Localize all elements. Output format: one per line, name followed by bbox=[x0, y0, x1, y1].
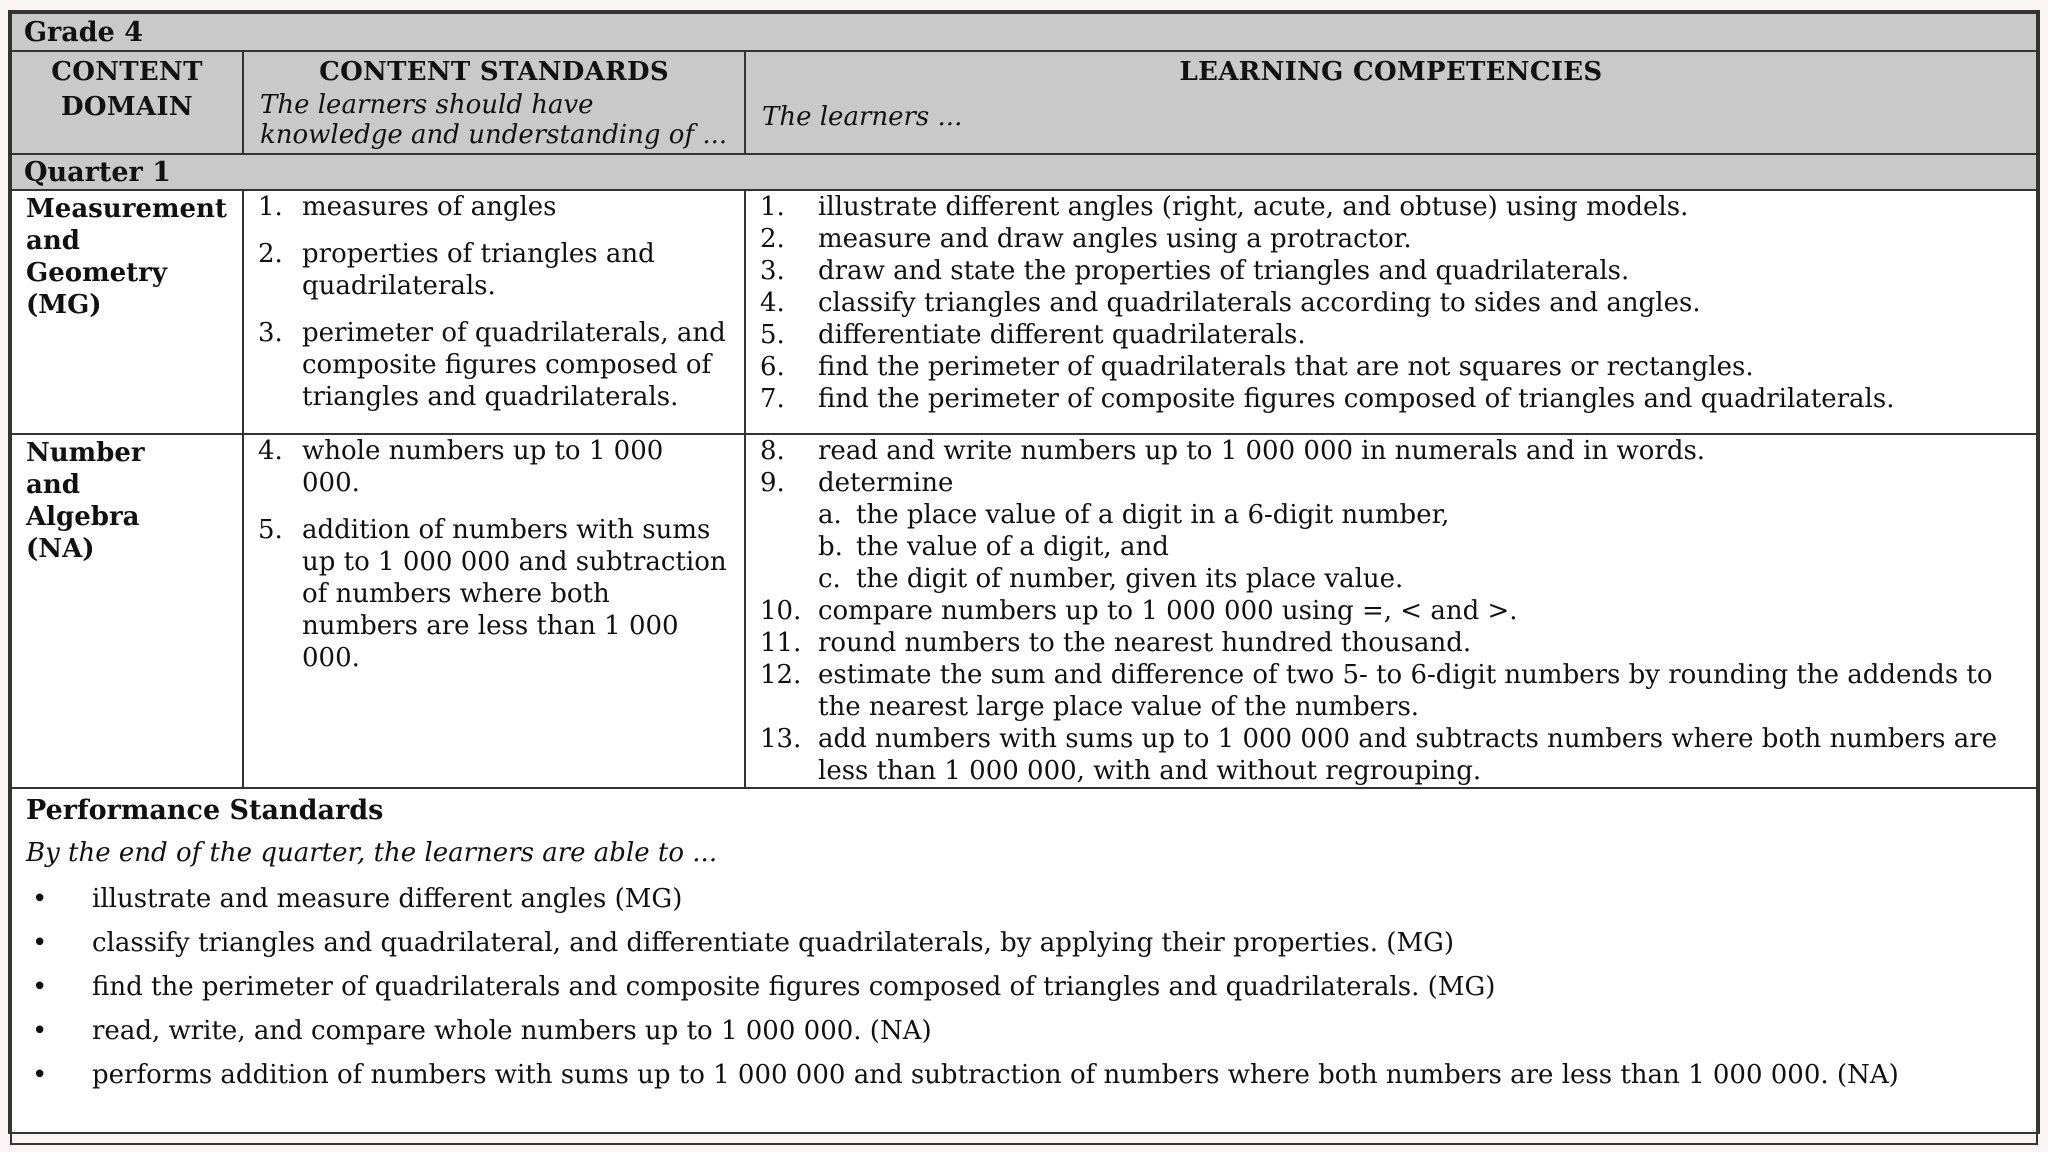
item-text: whole numbers up to 1 000 000. bbox=[302, 436, 664, 498]
list-item bbox=[746, 435, 2036, 467]
domain-line: Measurement bbox=[26, 194, 227, 224]
item-number: 9. bbox=[760, 468, 785, 498]
competencies-cell-mg bbox=[745, 190, 2037, 434]
curriculum-sheet bbox=[8, 10, 2040, 1134]
sub-item-text: the digit of number, given its place value. bbox=[856, 564, 1404, 594]
domain-row-na bbox=[11, 434, 2037, 788]
item-number: 4. bbox=[258, 436, 283, 466]
performance-subtitle: By the end of the quarter, the learners are able to ... bbox=[26, 838, 718, 868]
list-item bbox=[746, 723, 2036, 787]
domain-line: Geometry bbox=[26, 258, 167, 288]
item-text: draw and state the properties of triangles and quadrilaterals. bbox=[818, 256, 1630, 286]
item-text: properties of triangles and quadrilaterals. bbox=[302, 239, 655, 301]
item-text: classify triangles and quadrilaterals according to sides and angles. bbox=[818, 288, 1701, 318]
item-text: read and write numbers up to 1 000 000 in numerals and in words. bbox=[818, 436, 1706, 466]
item-number: 13. bbox=[760, 724, 802, 754]
performance-row bbox=[11, 788, 2037, 1144]
list-item bbox=[746, 351, 2036, 383]
item-number: 1. bbox=[258, 192, 283, 222]
item-text: estimate the sum and difference of two 5- to 6-digit numbers by rounding the addends to the nearest large place value of the numbers. bbox=[818, 660, 1993, 722]
domain-line: (NA) bbox=[26, 534, 95, 564]
list-item bbox=[746, 627, 2036, 659]
bullet-icon: • bbox=[32, 884, 48, 914]
item-text: classify triangles and quadrilateral, and differentiate quadrilaterals, by applying their properties. (MG) bbox=[92, 928, 1454, 958]
performance-title: Performance Standards bbox=[26, 795, 384, 826]
quarter-row bbox=[11, 154, 2037, 190]
standards-cell-mg bbox=[243, 190, 745, 434]
curriculum-table bbox=[10, 12, 2038, 1145]
domain-cell-na bbox=[11, 434, 243, 788]
item-number: 11. bbox=[760, 628, 802, 658]
header-domain-line-1: CONTENT bbox=[51, 57, 203, 87]
item-number: 2. bbox=[258, 239, 283, 269]
item-text: illustrate different angles (right, acute, and obtuse) using models. bbox=[818, 192, 1689, 222]
list-item bbox=[746, 659, 2036, 723]
item-text: find the perimeter of composite figures composed of triangles and quadrilaterals. bbox=[818, 384, 1895, 414]
item-number: 4. bbox=[760, 288, 785, 318]
sub-item bbox=[818, 531, 2016, 563]
header-row bbox=[11, 51, 2037, 154]
header-competencies-title: LEARNING COMPETENCIES bbox=[1179, 57, 1603, 87]
item-text: differentiate different quadrilaterals. bbox=[818, 320, 1306, 350]
header-standards-title: CONTENT STANDARDS bbox=[319, 57, 669, 87]
list-item bbox=[746, 255, 2036, 287]
standards-cell-na bbox=[243, 434, 745, 788]
header-standards-sub-1: The learners should have bbox=[260, 90, 594, 120]
header-standards-sub-2: knowledge and understanding of ... bbox=[260, 120, 728, 150]
list-item bbox=[244, 514, 744, 674]
item-number: 2. bbox=[760, 224, 785, 254]
domain-line: Number bbox=[26, 438, 145, 468]
standards-list bbox=[244, 191, 744, 413]
list-item bbox=[746, 467, 2036, 595]
list-item bbox=[244, 317, 744, 413]
list-item bbox=[26, 877, 2022, 921]
header-domain-line-2: DOMAIN bbox=[61, 92, 193, 122]
sub-item bbox=[818, 563, 2016, 595]
list-item bbox=[746, 595, 2036, 627]
list-item bbox=[244, 435, 744, 499]
list-item bbox=[26, 965, 2022, 1009]
item-text: round numbers to the nearest hundred thousand. bbox=[818, 628, 1472, 658]
item-text: find the perimeter of quadrilaterals and composite figures composed of triangles and quadrilaterals. (MG) bbox=[92, 972, 1496, 1002]
item-number: 6. bbox=[760, 352, 785, 382]
item-text: illustrate and measure different angles (MG) bbox=[92, 884, 683, 914]
bullet-icon: • bbox=[32, 928, 48, 958]
domain-cell-mg bbox=[11, 190, 243, 434]
item-text: perimeter of quadrilaterals, and composite figures composed of triangles and quadrilaterals. bbox=[302, 318, 726, 412]
item-text: addition of numbers with sums up to 1 000 000 and subtraction of numbers where both numbers are less than 1 000 000. bbox=[302, 515, 727, 673]
item-text: compare numbers up to 1 000 000 using =, < and >. bbox=[818, 596, 1518, 626]
bullet-icon: • bbox=[32, 1060, 48, 1090]
item-body bbox=[818, 467, 2036, 595]
item-text: measure and draw angles using a protractor. bbox=[818, 224, 1412, 254]
header-content-standards bbox=[243, 51, 745, 154]
item-number: 3. bbox=[760, 256, 785, 286]
list-item bbox=[746, 191, 2036, 223]
item-number: 3. bbox=[258, 318, 283, 348]
item-text: find the perimeter of quadrilaterals that are not squares or rectangles. bbox=[818, 352, 1754, 382]
list-item bbox=[244, 238, 744, 302]
quarter-label: Quarter 1 bbox=[11, 154, 2037, 190]
item-number: 1. bbox=[760, 192, 785, 222]
item-number: 10. bbox=[760, 596, 802, 626]
item-number: 8. bbox=[760, 436, 785, 466]
item-number: 12. bbox=[760, 660, 802, 690]
grade-row bbox=[11, 13, 2037, 51]
list-item bbox=[746, 223, 2036, 255]
item-text: performs addition of numbers with sums up to 1 000 000 and subtraction of numbers where both numbers are less than 1 000 000. (NA) bbox=[92, 1060, 1899, 1090]
item-text: determine bbox=[818, 468, 954, 498]
sub-item-letter: c. bbox=[818, 564, 841, 594]
competencies-list bbox=[746, 191, 2036, 415]
header-content-domain bbox=[11, 51, 243, 154]
sub-item bbox=[818, 499, 2016, 531]
list-item bbox=[746, 383, 2036, 415]
bullet-icon: • bbox=[32, 1016, 48, 1046]
bullet-icon: • bbox=[32, 972, 48, 1002]
domain-line: Algebra bbox=[26, 502, 140, 532]
domain-line: and bbox=[26, 470, 80, 500]
header-competencies-sub: The learners ... bbox=[762, 102, 963, 132]
domain-row-mg bbox=[11, 190, 2037, 434]
domain-line: (MG) bbox=[26, 290, 102, 320]
item-number: 5. bbox=[258, 515, 283, 545]
sub-item-letter: b. bbox=[818, 532, 843, 562]
item-text: measures of angles bbox=[302, 192, 557, 222]
header-learning-competencies bbox=[745, 51, 2037, 154]
item-text: add numbers with sums up to 1 000 000 and subtracts numbers where both numbers are less than 1 000 000, with and without regrouping. bbox=[818, 724, 1998, 786]
sub-item-text: the place value of a digit in a 6-digit number, bbox=[856, 500, 1450, 530]
sub-list bbox=[818, 499, 2016, 595]
item-number: 5. bbox=[760, 320, 785, 350]
list-item bbox=[26, 1009, 2022, 1053]
list-item bbox=[26, 921, 2022, 965]
list-item bbox=[26, 1053, 2022, 1097]
sub-item-letter: a. bbox=[818, 500, 842, 530]
competencies-cell-na bbox=[745, 434, 2037, 788]
sub-item-text: the value of a digit, and bbox=[856, 532, 1169, 562]
list-item bbox=[746, 319, 2036, 351]
performance-cell bbox=[11, 788, 2037, 1144]
domain-line: and bbox=[26, 226, 80, 256]
list-item bbox=[244, 191, 744, 223]
list-item bbox=[746, 287, 2036, 319]
standards-list bbox=[244, 435, 744, 674]
competencies-list bbox=[746, 435, 2036, 787]
item-text: read, write, and compare whole numbers up to 1 000 000. (NA) bbox=[92, 1016, 932, 1046]
item-number: 7. bbox=[760, 384, 785, 414]
performance-list bbox=[26, 877, 2022, 1097]
grade-label: Grade 4 bbox=[11, 13, 2037, 51]
